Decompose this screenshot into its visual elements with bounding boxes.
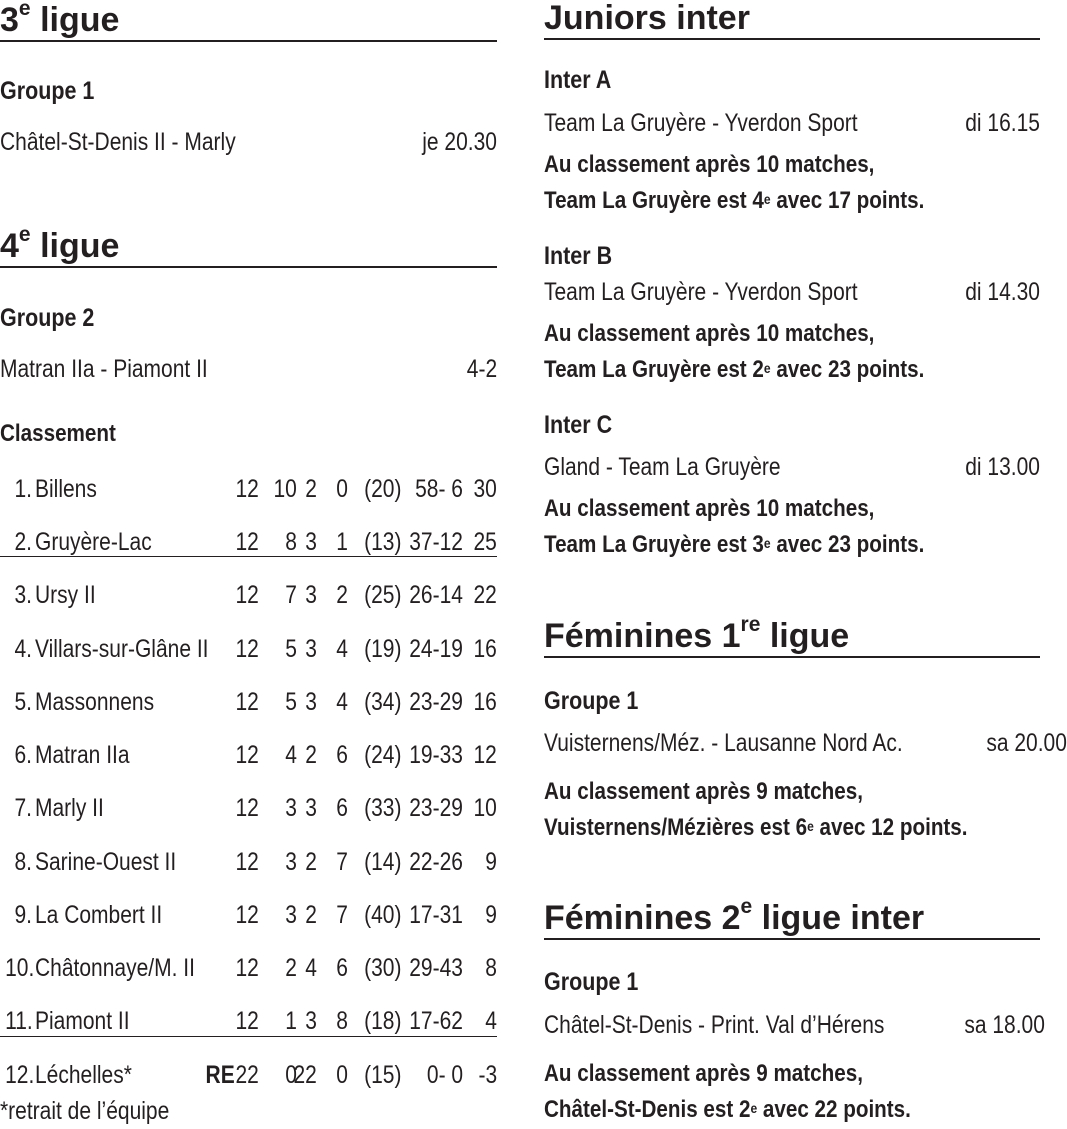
pl-cell: 12 (235, 794, 259, 822)
pen-cell: (33) (363, 794, 401, 822)
table-row (0, 687, 497, 717)
section-heading-3e-ligue: 3e ligue (0, 0, 497, 42)
goals-cell: 23-29 (409, 794, 463, 822)
standings-divider (0, 556, 497, 557)
goals-cell: 23-29 (409, 688, 463, 716)
match-result: je 20.30 (422, 128, 497, 156)
pen-cell: (18) (363, 1007, 401, 1035)
l-cell: 2 (336, 581, 348, 609)
table-row (0, 1060, 497, 1090)
team-cell: La Combert II (35, 901, 163, 929)
rank-cell: 8. (14, 848, 32, 876)
match-time: di 16.15 (965, 109, 1040, 137)
group-label: Groupe 1 (0, 77, 95, 105)
group-label: Groupe 1 (544, 968, 639, 996)
table-row (0, 847, 497, 877)
standing-note-line2: Châtel-St-Denis est 2e avec 22 points. (544, 1096, 911, 1123)
w-cell: 2 (285, 954, 297, 982)
d-cell: 2 (305, 901, 317, 929)
pl-cell: 12 (235, 475, 259, 503)
d-cell: 3 (305, 528, 317, 556)
inter-c-label: Inter C (544, 411, 613, 439)
rank-cell: 11. (5, 1007, 33, 1035)
l-cell: 6 (336, 954, 348, 982)
w-cell: 5 (285, 688, 297, 716)
match-result: 4-2 (466, 355, 497, 383)
w-cell: 3 (285, 848, 297, 876)
d-cell: 3 (305, 1007, 317, 1035)
w-cell: 4 (285, 741, 297, 769)
standing-note-line1: Au classement après 10 matches, (544, 495, 875, 522)
d-cell: 2 (305, 848, 317, 876)
l-cell: 1 (336, 528, 348, 556)
pen-cell: (19) (363, 635, 401, 663)
standing-note-line2: Vuisternens/Mézières est 6e avec 12 points. (544, 814, 968, 841)
section-heading-4e-ligue: 4e ligue (0, 226, 497, 268)
match-row (0, 354, 497, 384)
rank-cell: 5. (14, 688, 32, 716)
l-cell: 4 (336, 635, 348, 663)
match-row (544, 452, 1040, 482)
pen-cell: (34) (363, 688, 401, 716)
l-cell: 7 (336, 848, 348, 876)
standing-note-line1: Au classement après 10 matches, (544, 151, 875, 178)
l-cell: 4 (336, 688, 348, 716)
match-time: di 13.00 (965, 453, 1040, 481)
l-cell: 0 (336, 475, 348, 503)
rank-cell: 3. (14, 581, 32, 609)
pen-cell: (14) (363, 848, 401, 876)
pl-cell: 22 (235, 1061, 259, 1089)
standing-note-line2: Team La Gruyère est 2e avec 23 points. (544, 356, 925, 383)
w-cell: 8 (285, 528, 297, 556)
pts-cell: 16 (473, 688, 497, 716)
goals-cell: 19-33 (409, 741, 463, 769)
rank-cell: 2. (14, 528, 32, 556)
standings-divider (0, 1036, 497, 1037)
goals-cell: 37-12 (409, 528, 463, 556)
pen-cell: (30) (363, 954, 401, 982)
goals-cell: 58- 6 (415, 475, 463, 503)
goals-cell: 0- 0 (426, 1061, 463, 1089)
match-time: sa 18.00 (964, 1011, 1046, 1039)
match-teams: Matran IIa - Piamont II (0, 355, 208, 383)
table-row (0, 1006, 497, 1036)
match-teams: Vuisternens/Méz. - Lausanne Nord Ac. (544, 729, 903, 757)
standings-footnote: *retrait de l’équipe (0, 1097, 170, 1125)
pl-cell: 12 (235, 848, 259, 876)
w-cell: 10 (273, 475, 297, 503)
w-cell: 3 (285, 794, 297, 822)
match-row (0, 127, 497, 157)
pts-cell: 16 (473, 635, 497, 663)
standing-note-line1: Au classement après 10 matches, (544, 320, 875, 347)
table-row (0, 793, 497, 823)
pl-cell: 12 (235, 688, 259, 716)
pen-cell: (40) (363, 901, 401, 929)
goals-cell: 17-31 (409, 901, 463, 929)
team-cell: Massonnens (35, 688, 155, 716)
re-cell: RE (205, 1061, 235, 1089)
w-cell: 0 (285, 1061, 297, 1089)
standing-note-line2: Team La Gruyère est 3e avec 23 points. (544, 531, 925, 558)
standing-note (544, 147, 971, 219)
section-heading-juniors-inter: Juniors inter (544, 0, 1040, 40)
rank-cell: 9. (14, 901, 32, 929)
d-cell: 3 (305, 581, 317, 609)
l-cell: 0 (336, 1061, 348, 1089)
d-cell: 4 (305, 954, 317, 982)
pl-cell: 12 (235, 741, 259, 769)
match-teams: Gland - Team La Gruyère (544, 453, 781, 481)
d-cell: 3 (305, 635, 317, 663)
table-row (0, 634, 497, 664)
team-cell: Billens (35, 475, 97, 503)
pen-cell: (13) (363, 528, 401, 556)
match-row (544, 277, 1040, 307)
d-cell: 2 (305, 475, 317, 503)
table-row (0, 740, 497, 770)
standing-note (544, 491, 971, 563)
table-row (0, 953, 497, 983)
pen-cell: (15) (363, 1061, 401, 1089)
team-cell: Sarine-Ouest II (35, 848, 177, 876)
standing-note-line1: Au classement après 9 matches, (544, 1060, 863, 1087)
team-cell: Piamont II (35, 1007, 130, 1035)
goals-cell: 17-62 (409, 1007, 463, 1035)
pts-cell: 10 (473, 794, 497, 822)
pen-cell: (24) (363, 741, 401, 769)
pts-cell: 25 (473, 528, 497, 556)
rank-cell: 10. (5, 954, 35, 982)
goals-cell: 29-43 (409, 954, 463, 982)
pts-cell: 9 (485, 848, 497, 876)
l-cell: 6 (336, 741, 348, 769)
goals-cell: 26-14 (409, 581, 463, 609)
pl-cell: 12 (235, 635, 259, 663)
pen-cell: (20) (363, 475, 401, 503)
goals-cell: 22-26 (409, 848, 463, 876)
pen-cell: (25) (363, 581, 401, 609)
standing-note-line1: Au classement après 9 matches, (544, 778, 863, 805)
w-cell: 3 (285, 901, 297, 929)
match-row (544, 1010, 1046, 1040)
match-time: di 14.30 (965, 278, 1040, 306)
inter-b-label: Inter B (544, 242, 613, 270)
standing-note-line2: Team La Gruyère est 4e avec 17 points. (544, 187, 925, 214)
team-cell: Gruyère-Lac (35, 528, 152, 556)
team-cell: Matran IIa (35, 741, 130, 769)
table-row (0, 580, 497, 610)
pts-cell: 4 (485, 1007, 497, 1035)
standing-note (544, 774, 971, 846)
match-row (544, 108, 1040, 138)
section-heading-feminines-2e-ligue-inter: Féminines 2e ligue inter (544, 898, 1040, 940)
standings-title: Classement (0, 420, 116, 447)
pl-cell: 12 (235, 528, 259, 556)
group-label: Groupe 1 (544, 687, 639, 715)
w-cell: 1 (285, 1007, 297, 1035)
match-teams: Team La Gruyère - Yverdon Sport (544, 278, 858, 306)
goals-cell: 24-19 (409, 635, 463, 663)
section-heading-feminines-1re-ligue: Féminines 1re ligue (544, 616, 1040, 658)
table-row (0, 474, 497, 504)
standing-note (544, 1056, 971, 1128)
w-cell: 7 (285, 581, 297, 609)
d-cell: 3 (305, 794, 317, 822)
match-teams: Châtel-St-Denis II - Marly (0, 128, 236, 156)
l-cell: 7 (336, 901, 348, 929)
pts-cell: -3 (478, 1061, 497, 1089)
team-cell: Villars-sur-Glâne II (35, 635, 209, 663)
rank-cell: 12. (5, 1061, 35, 1089)
pts-cell: 9 (485, 901, 497, 929)
pts-cell: 22 (473, 581, 497, 609)
table-row (0, 900, 497, 930)
rank-cell: 7. (14, 794, 32, 822)
pl-cell: 12 (235, 581, 259, 609)
rank-cell: 6. (14, 741, 32, 769)
pts-cell: 8 (485, 954, 497, 982)
match-teams: Team La Gruyère - Yverdon Sport (544, 109, 858, 137)
inter-a-label: Inter A (544, 66, 612, 94)
match-row (544, 728, 1067, 758)
pl-cell: 12 (235, 1007, 259, 1035)
d-cell: 22 (293, 1061, 317, 1089)
d-cell: 3 (305, 688, 317, 716)
team-cell: Marly II (35, 794, 104, 822)
d-cell: 2 (305, 741, 317, 769)
l-cell: 8 (336, 1007, 348, 1035)
l-cell: 6 (336, 794, 348, 822)
pl-cell: 12 (235, 901, 259, 929)
team-cell: Léchelles* (35, 1061, 132, 1089)
rank-cell: 4. (14, 635, 32, 663)
standing-note (544, 316, 971, 388)
pts-cell: 30 (473, 475, 497, 503)
pl-cell: 12 (235, 954, 259, 982)
match-teams: Châtel-St-Denis - Print. Val d’Hérens (544, 1011, 885, 1039)
w-cell: 5 (285, 635, 297, 663)
group-label: Groupe 2 (0, 304, 95, 332)
table-row (0, 527, 497, 557)
team-cell: Ursy II (35, 581, 96, 609)
pts-cell: 12 (473, 741, 497, 769)
match-time: sa 20.00 (986, 729, 1067, 757)
rank-cell: 1. (14, 475, 32, 503)
team-cell: Châtonnaye/M. II (35, 954, 195, 982)
